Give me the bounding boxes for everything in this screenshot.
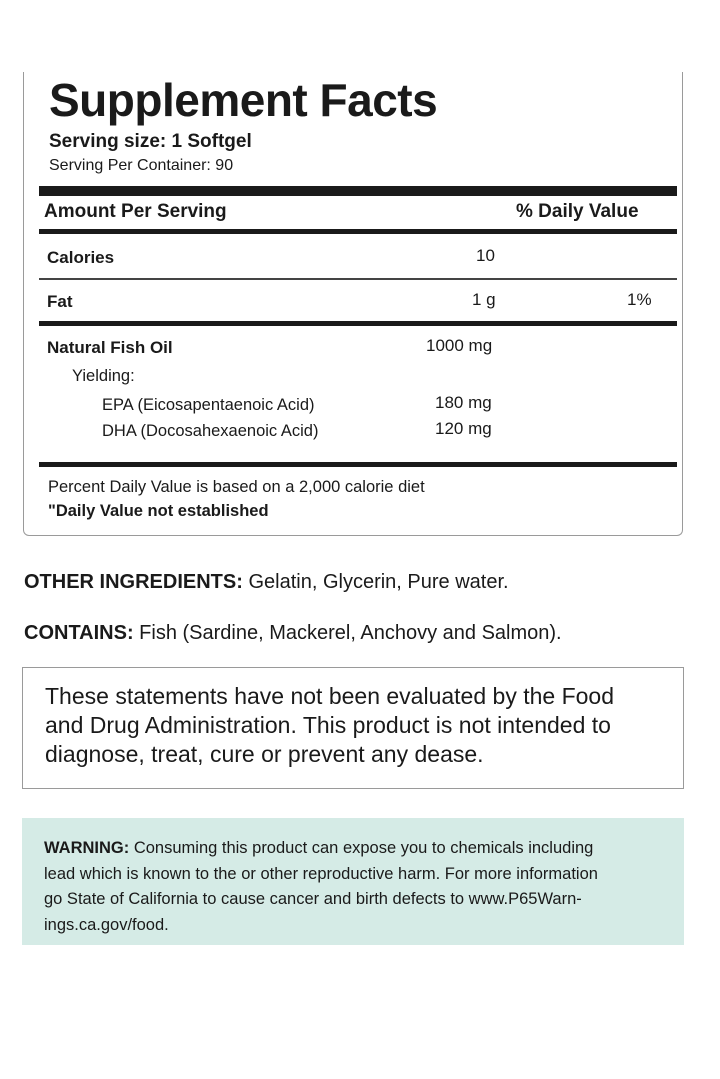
warning-line-2: lead which is known to the or other reproductive harm. For more information	[44, 864, 598, 883]
contains-label: CONTAINS:	[24, 622, 134, 644]
supplement-facts-panel	[23, 72, 683, 536]
fat-label: Fat	[47, 292, 73, 311]
bottom-divider	[39, 462, 677, 467]
amount-per-serving-header: Amount Per Serving	[44, 201, 227, 222]
fat-daily-value: 1%	[627, 290, 652, 309]
warning-line-1-text: Consuming this product can expose you to chemicals including	[129, 839, 594, 857]
row-divider	[39, 278, 677, 280]
disclaimer-line-3: diagnose, treat, cure or prevent any dease.	[45, 741, 484, 767]
section-divider	[39, 321, 677, 326]
epa-amount: 180 mg	[435, 393, 492, 412]
fish-oil-label: Natural Fish Oil	[47, 338, 173, 357]
dha-amount: 120 mg	[435, 419, 492, 438]
dha-label: DHA (Docosahexaenoic Acid)	[102, 422, 319, 440]
fish-oil-amount: 1000 mg	[426, 336, 493, 355]
warning-line-4: ings.ca.gov/food.	[44, 915, 169, 934]
yielding-label: Yielding:	[72, 367, 135, 385]
epa-label: EPA (Eicosapentaenoic Acid)	[102, 396, 315, 414]
serving-size: Serving size: 1 Softgel	[49, 131, 252, 152]
other-ingredients-label: OTHER INGREDIENTS:	[24, 571, 243, 593]
fat-amount: 1 g	[472, 290, 496, 309]
contains-text: Fish (Sardine, Mackerel, Anchovy and Salmon).	[133, 622, 562, 644]
facts-title: Supplement Facts	[49, 74, 438, 126]
calories-amount: 10	[476, 246, 495, 265]
not-established-footnote: "Daily Value not established	[48, 502, 269, 520]
calories-label: Calories	[47, 248, 115, 267]
other-ingredients-text: Gelatin, Glycerin, Pure water.	[242, 571, 509, 593]
disclaimer-line-1: These statements have not been evaluated by the Food	[45, 683, 614, 709]
warning-line-3: go State of California to cause cancer and birth defects to www.P65Warn-	[44, 890, 582, 908]
daily-value-footnote: Percent Daily Value is based on a 2,000 calorie diet	[48, 478, 425, 496]
disclaimer-line-2: and Drug Administration. This product is not intended to	[45, 712, 611, 738]
contains-statement	[24, 620, 562, 646]
other-ingredients	[24, 569, 509, 595]
daily-value-header: % Daily Value	[516, 201, 639, 222]
servings-per-container: Serving Per Container: 90	[49, 157, 234, 174]
thick-divider	[39, 186, 677, 196]
header-divider	[39, 229, 677, 234]
prop65-warning-box	[22, 818, 684, 945]
warning-line-1	[44, 836, 662, 862]
fda-disclaimer-box	[22, 667, 684, 789]
warning-label: WARNING:	[44, 839, 130, 857]
